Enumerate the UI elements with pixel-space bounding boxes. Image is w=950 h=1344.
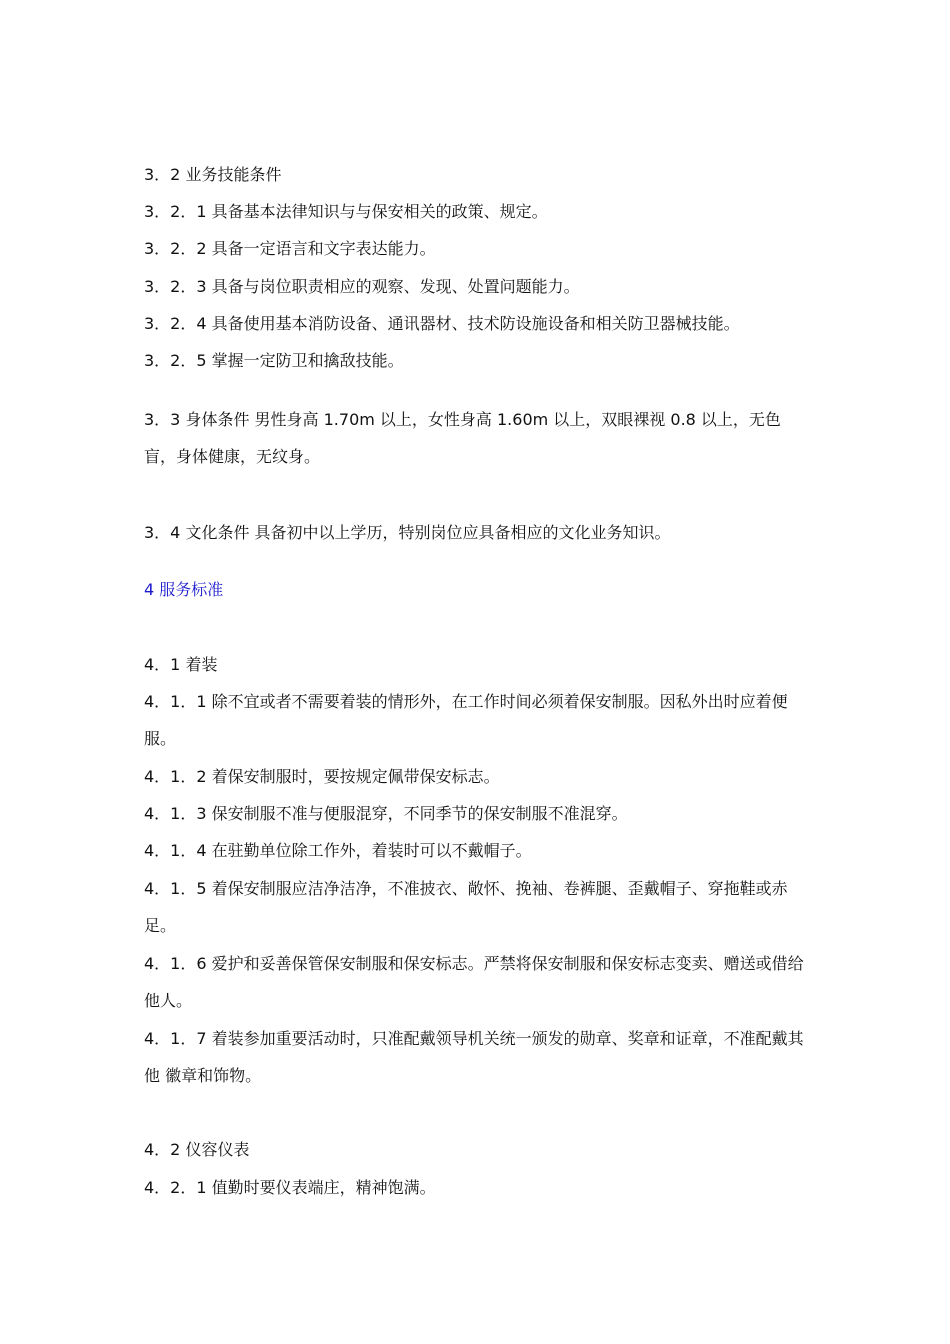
section-4-2-title: 4．2 仪容仪表 — [144, 1140, 250, 1159]
clause-4-1-7: 4．1．7 着装参加重要活动时，只准配戴领导机关统一颁发的勋章、奖章和证章，不准配戴其他 徽章和饰物。 — [144, 1029, 804, 1085]
section-4-1-title: 4．1 着装 — [144, 655, 218, 674]
clause-3-2-2: 3．2．2 具备一定语言和文字表达能力。 — [144, 239, 436, 258]
clause-4-1-5: 4．1．5 着保安制服应洁净洁净，不准披衣、敞怀、挽袖、卷裤腿、歪戴帽子、穿拖鞋或赤足。 — [144, 879, 788, 935]
clause-4-1-1: 4．1．1 除不宜或者不需要着装的情形外，在工作时间必须着保安制服。因私外出时应着便服。 — [144, 692, 788, 748]
clause-3-2-5: 3．2．5 掌握一定防卫和擒敌技能。 — [144, 351, 404, 370]
section-3-3-physical: 3．3 身体条件 男性身高 1.70m 以上，女性身高 1.60m 以上，双眼裸视 0.8 以上，无色盲，身体健康，无纹身。 — [144, 410, 781, 466]
clause-4-1-2: 4．1．2 着保安制服时，要按规定佩带保安标志。 — [144, 767, 500, 786]
section-3-2-title: 3．2 业务技能条件 — [144, 165, 282, 184]
clause-4-2-1: 4．2．1 值勤时要仪表端庄，精神饱满。 — [144, 1178, 436, 1197]
clause-3-2-1: 3．2．1 具备基本法律知识与与保安相关的政策、规定。 — [144, 202, 548, 221]
section-3-4-education: 3．4 文化条件 具备初中以上学历，特别岗位应具备相应的文化业务知识。 — [144, 523, 671, 542]
clause-3-2-4: 3．2．4 具备使用基本消防设备、通讯器材、技术防设施设备和相关防卫器械技能。 — [144, 314, 740, 333]
clause-3-2-3: 3．2．3 具备与岗位职责相应的观察、发现、处置问题能力。 — [144, 277, 580, 296]
clause-4-1-3: 4．1．3 保安制服不准与便服混穿，不同季节的保安制服不准混穿。 — [144, 804, 628, 823]
clause-4-1-6: 4．1．6 爱护和妥善保管保安制服和保安标志。严禁将保安制服和保安标志变卖、赠送或借给 他人。 — [144, 954, 804, 1010]
section-4-heading: 4 服务标准 — [144, 580, 224, 599]
clause-4-1-4: 4．1．4 在驻勤单位除工作外，着装时可以不戴帽子。 — [144, 841, 532, 860]
